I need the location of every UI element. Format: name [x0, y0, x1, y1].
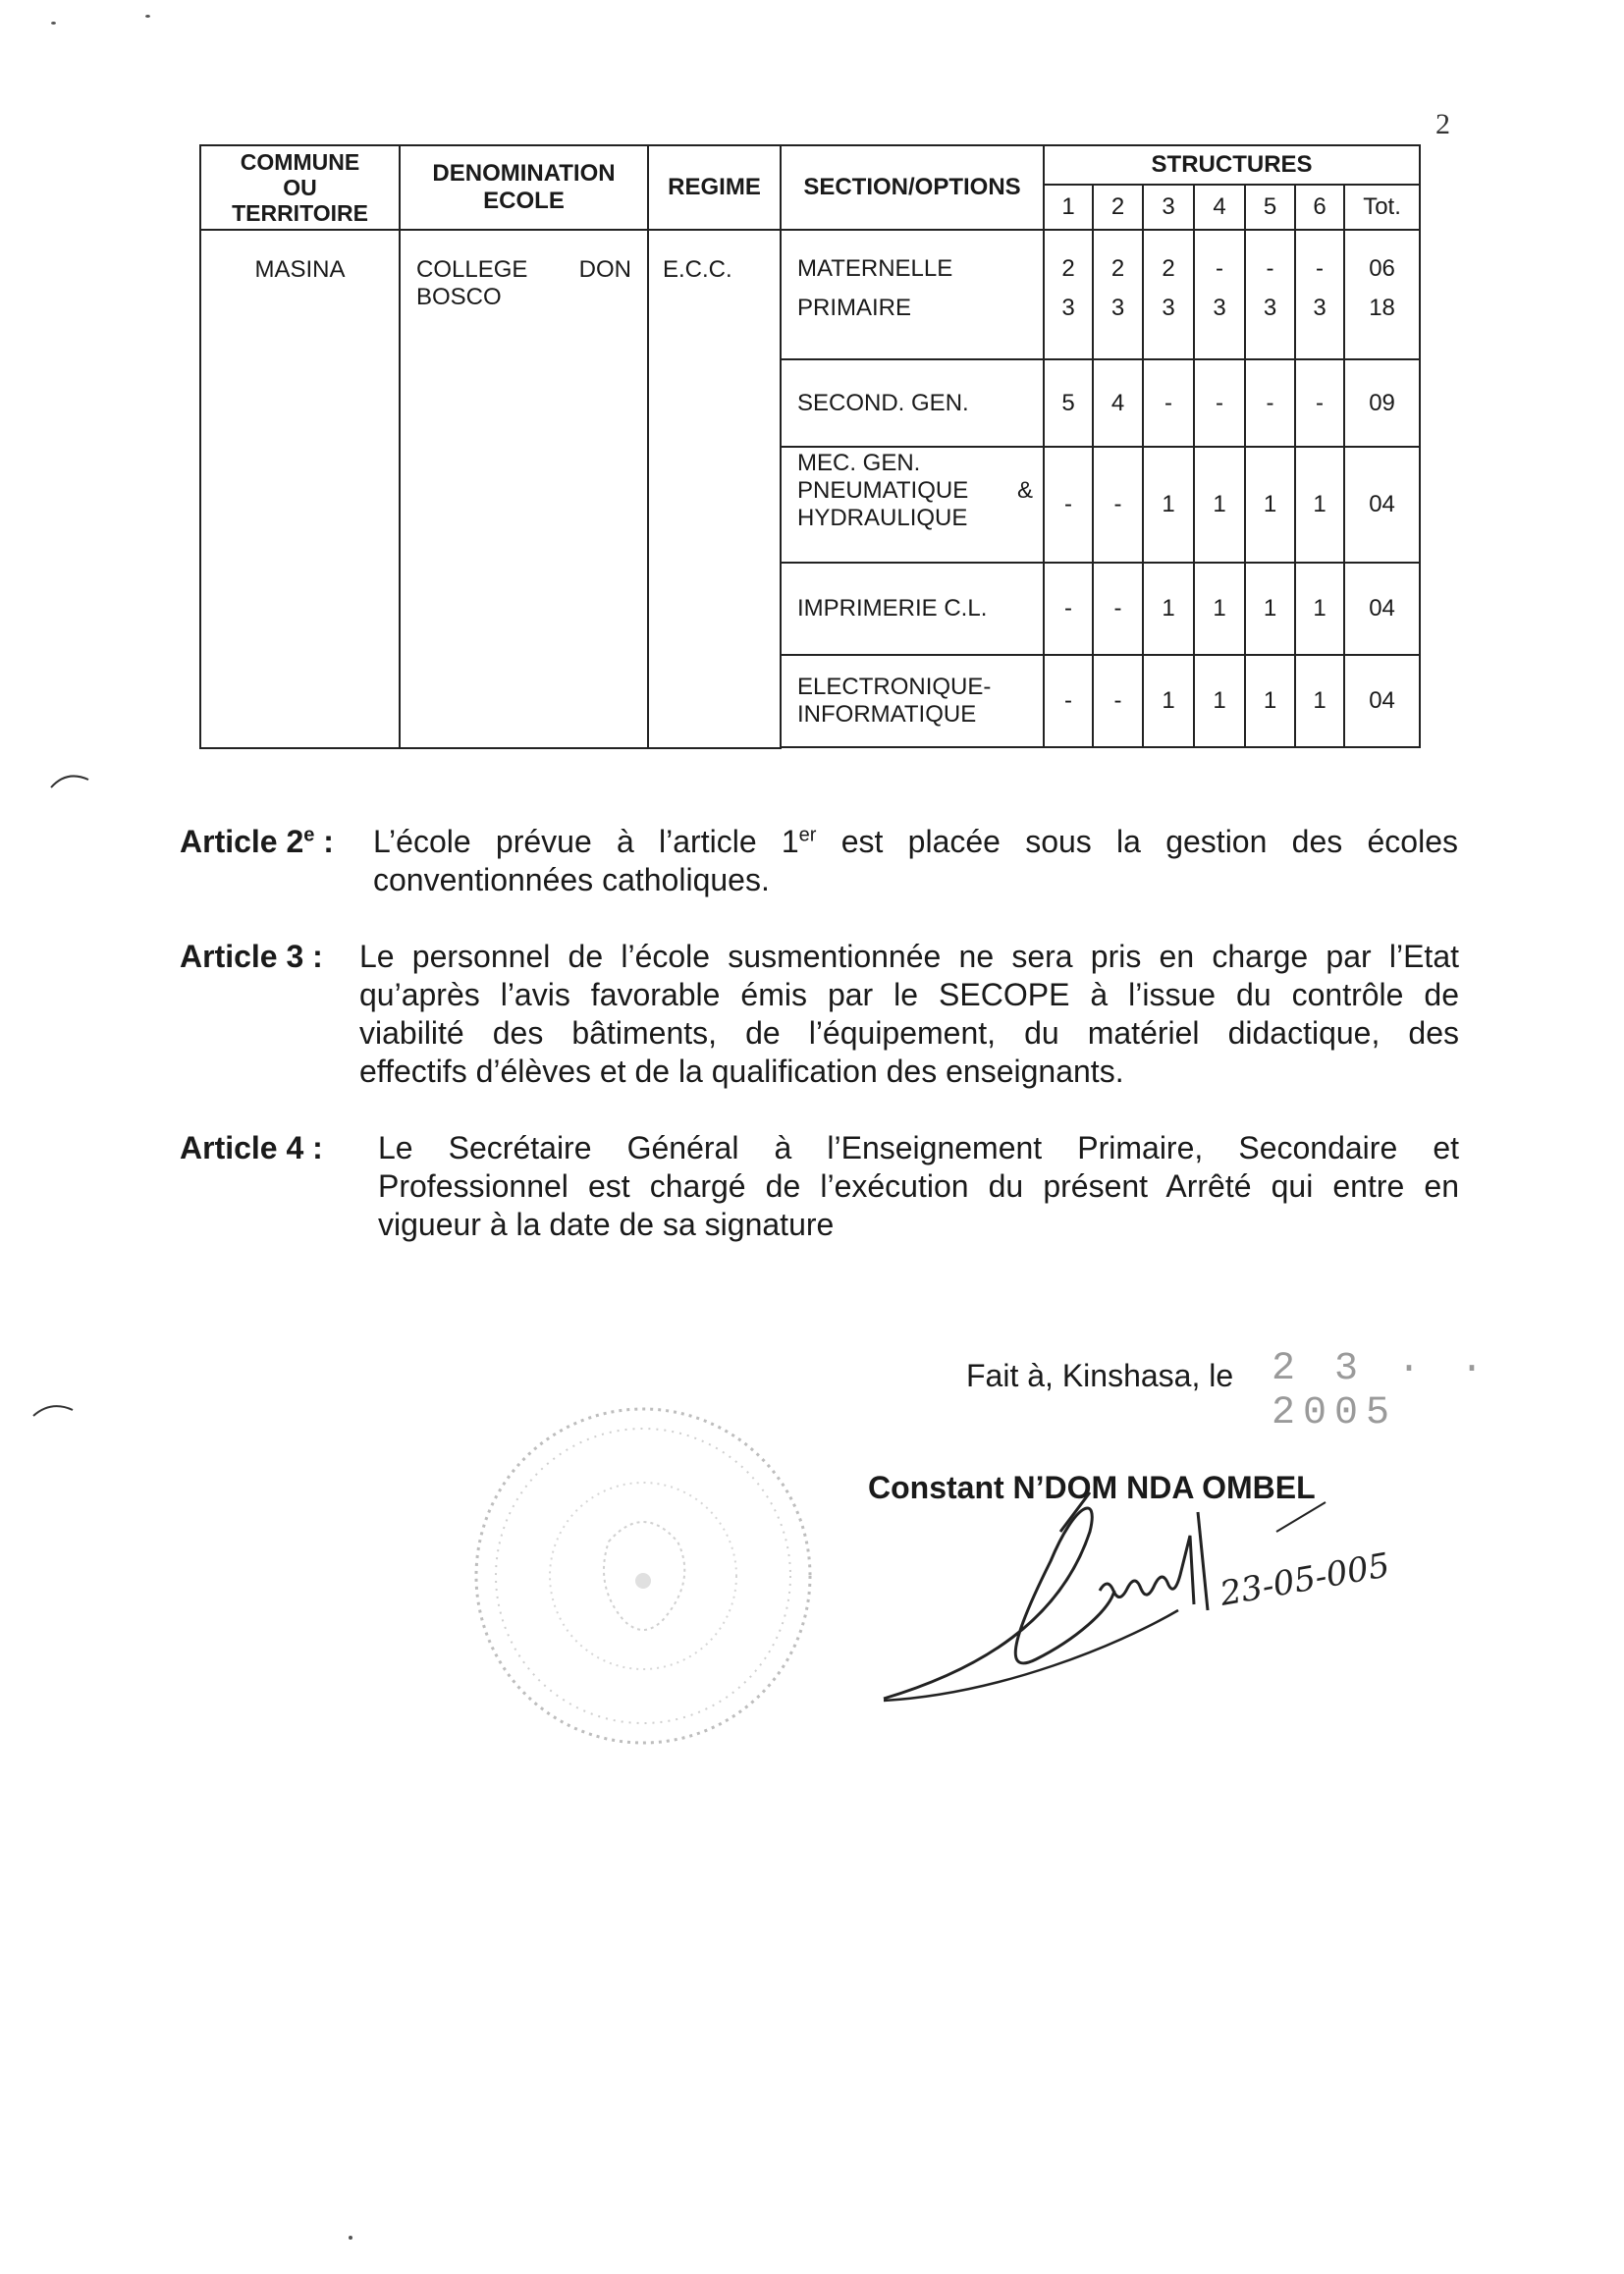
- value-cell: 1: [1194, 655, 1245, 747]
- value-cell: 2: [1093, 230, 1143, 287]
- header-commune: COMMUNE OU TERRITOIRE: [200, 145, 400, 230]
- value-cell: 1: [1245, 447, 1295, 563]
- value-cell: 18: [1344, 287, 1420, 359]
- handwritten-signature: [864, 1473, 1394, 1728]
- header-col-2: 2: [1093, 185, 1143, 230]
- article-2-line: conventionnées catholiques.: [373, 862, 770, 897]
- header-section: SECTION/OPTIONS: [781, 145, 1044, 230]
- section-electronique-line1: ELECTRONIQUE-: [797, 674, 992, 700]
- article-2-label-text: Article 2: [180, 824, 304, 859]
- section-maternelle: MATERNELLE: [781, 230, 1044, 287]
- value-cell: 1: [1194, 563, 1245, 655]
- ecole-word-1: COLLEGE: [416, 256, 528, 283]
- article-2-line1-pre: L’école prévue à l’article 1: [373, 824, 799, 859]
- value-cell: 09: [1344, 359, 1420, 447]
- value-cell: 3: [1044, 287, 1093, 359]
- value-cell: 3: [1194, 287, 1245, 359]
- value-cell: 1: [1245, 563, 1295, 655]
- cell-commune: [200, 230, 400, 748]
- article-3-body: [359, 938, 1459, 1091]
- value-cell: -: [1093, 447, 1143, 563]
- header-col-tot: Tot.: [1344, 185, 1420, 230]
- section-imprimerie: IMPRIMERIE C.L.: [781, 563, 1044, 655]
- article-2-label-sup: e: [303, 824, 315, 846]
- value-cell: 2: [1044, 230, 1093, 287]
- header-regime: REGIME: [648, 145, 781, 230]
- value-cell: 1: [1143, 563, 1194, 655]
- header-col-6: 6: [1295, 185, 1344, 230]
- section-mec-gen-amp: &: [1016, 477, 1033, 504]
- value-cell: -: [1044, 447, 1093, 563]
- article-3-line: effectifs d’élèves et de la qualification des enseignants.: [359, 1054, 1124, 1089]
- value-cell: -: [1295, 230, 1344, 287]
- fait-a-kinshasa: Fait à, Kinshasa, le: [966, 1358, 1234, 1393]
- header-col-4: 4: [1194, 185, 1245, 230]
- value-cell: 4: [1093, 359, 1143, 447]
- ecole-word-3: BOSCO: [416, 284, 502, 310]
- value-cell: -: [1245, 359, 1295, 447]
- regime-value: E.C.C.: [663, 256, 732, 283]
- official-seal: [461, 1394, 825, 1758]
- value-cell: 3: [1093, 287, 1143, 359]
- value-cell: -: [1044, 655, 1093, 747]
- value-cell: 1: [1295, 563, 1344, 655]
- scan-speck: [51, 22, 56, 25]
- ecole-word-2: DON: [578, 256, 631, 283]
- value-cell: 1: [1143, 447, 1194, 563]
- value-cell: 1: [1194, 447, 1245, 563]
- scan-speck: [349, 2236, 352, 2240]
- value-cell: -: [1044, 563, 1093, 655]
- structures-table: [199, 144, 1421, 749]
- header-col-3: 3: [1143, 185, 1194, 230]
- section-mec-gen-line3: HYDRAULIQUE: [797, 505, 968, 531]
- header-denomination: DENOMINATION ECOLE: [400, 145, 648, 230]
- value-cell: -: [1194, 230, 1245, 287]
- value-cell: 1: [1295, 655, 1344, 747]
- section-mec-gen-line1: MEC. GEN.: [797, 450, 921, 476]
- value-cell: -: [1295, 359, 1344, 447]
- article-2-line: [373, 823, 1458, 861]
- page-number: 2: [1435, 108, 1450, 140]
- value-cell: 06: [1344, 230, 1420, 287]
- commune-value: MASINA: [254, 256, 346, 283]
- value-cell: 1: [1245, 655, 1295, 747]
- value-cell: -: [1194, 359, 1245, 447]
- article-4-line: Professionnel est chargé de l’exécution du présent Arrêté qui entre en: [378, 1168, 1459, 1204]
- value-cell: 04: [1344, 447, 1420, 563]
- header-col-5: 5: [1245, 185, 1295, 230]
- value-cell: 04: [1344, 655, 1420, 747]
- section-electronique-line2: INFORMATIQUE: [797, 701, 977, 728]
- signature-date: 23-05-005: [1217, 1545, 1393, 1614]
- value-cell: 1: [1295, 447, 1344, 563]
- section-mec-gen: [781, 447, 1044, 563]
- article-3-line: viabilité des bâtiments, de l’équipement, du matériel didactique, des: [359, 1015, 1459, 1051]
- scan-speck: [145, 15, 150, 18]
- value-cell: -: [1093, 563, 1143, 655]
- article-2-label: [180, 823, 334, 861]
- section-second-gen: SECOND. GEN.: [781, 359, 1044, 447]
- article-4-body: [378, 1129, 1459, 1244]
- date-stamp: 2 3 · · 2005: [1272, 1347, 1492, 1435]
- section-mec-gen-line2: PNEUMATIQUE: [797, 477, 969, 504]
- article-4-label: Article 4 :: [180, 1130, 323, 1165]
- value-cell: 5: [1044, 359, 1093, 447]
- value-cell: -: [1143, 359, 1194, 447]
- value-cell: -: [1093, 655, 1143, 747]
- value-cell: 1: [1143, 655, 1194, 747]
- section-electronique: [781, 655, 1044, 747]
- signatory-name: Constant N’DOM NDA OMBEL: [868, 1470, 1316, 1505]
- article-2-body: [373, 823, 1458, 899]
- cell-ecole: [400, 230, 648, 748]
- header-structures: STRUCTURES: [1044, 145, 1420, 185]
- value-cell: 04: [1344, 563, 1420, 655]
- article-2-label-colon: :: [314, 824, 334, 859]
- section-primaire: PRIMAIRE: [781, 287, 1044, 359]
- article-3-line: Le personnel de l’école susmentionnée ne sera pris en charge par l’Etat: [359, 939, 1459, 974]
- value-cell: -: [1245, 230, 1295, 287]
- article-4-line: vigueur à la date de sa signature: [378, 1207, 835, 1242]
- punch-mark: [29, 1394, 79, 1424]
- article-4-line: Le Secrétaire Général à l’Enseignement Primaire, Secondaire et: [378, 1130, 1459, 1165]
- article-3-label: Article 3 :: [180, 939, 323, 974]
- value-cell: 2: [1143, 230, 1194, 287]
- punch-mark: [47, 766, 96, 795]
- header-col-1: 1: [1044, 185, 1093, 230]
- article-3-line: qu’après l’avis favorable émis par le SECOPE à l’issue du contrôle de: [359, 977, 1459, 1012]
- value-cell: 3: [1245, 287, 1295, 359]
- cell-regime: [648, 230, 781, 748]
- article-2-line1-sup: er: [798, 824, 817, 846]
- article-2-line1-post: est placée sous la gestion des écoles: [816, 824, 1459, 859]
- value-cell: 3: [1295, 287, 1344, 359]
- value-cell: 3: [1143, 287, 1194, 359]
